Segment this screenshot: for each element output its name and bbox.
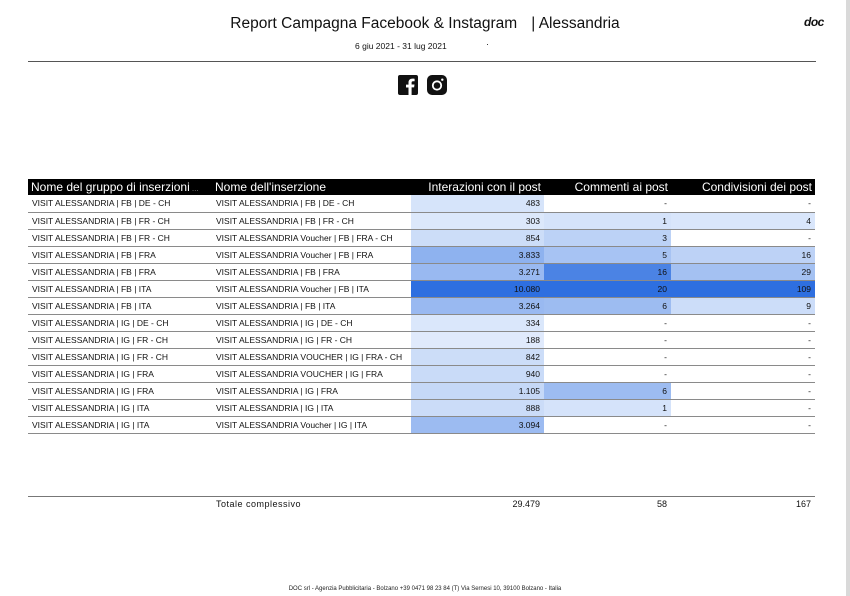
cell-shares: 4 [671,212,815,229]
totals-shares: 167 [795,499,811,509]
totals-interactions: 29.479 [512,499,540,509]
cell-group: VISIT ALESSANDRIA | IG | FRA [28,365,212,382]
column-header-comments[interactable]: Commenti ai post [544,179,671,195]
table-row [28,229,815,246]
cell-comments: 16 [544,263,671,280]
cell-shares: - [671,314,815,331]
column-header-group[interactable]: Nome del gruppo di inserzioni … [28,179,212,195]
brand-logo: doc [804,15,824,29]
cell-group: VISIT ALESSANDRIA | IG | ITA [28,399,212,416]
cell-interactions: 10.080 [411,280,544,297]
report-title [0,15,850,33]
cell-ad: VISIT ALESSANDRIA VOUCHER | IG | FRA [212,365,411,382]
title-separator: | [531,15,536,32]
cell-ad: VISIT ALESSANDRIA Voucher | IG | ITA [212,416,411,433]
cell-ad: VISIT ALESSANDRIA | IG | ITA [212,399,411,416]
totals-comments: 58 [656,499,667,509]
facebook-icon [398,75,418,95]
cell-group: VISIT ALESSANDRIA | FB | ITA [28,280,212,297]
cell-comments: - [544,348,671,365]
table-header-row [28,179,815,195]
cell-group: VISIT ALESSANDRIA | FB | ITA [28,297,212,314]
cell-interactions: 188 [411,331,544,348]
page-edge [846,0,850,596]
cell-interactions: 940 [411,365,544,382]
table-row [28,195,815,212]
cell-ad: VISIT ALESSANDRIA | FB | FRA [212,263,411,280]
cell-comments: - [544,195,671,212]
cell-ad: VISIT ALESSANDRIA | IG | FRA [212,382,411,399]
header-divider [28,61,816,62]
cell-interactions: 3.833 [411,246,544,263]
cell-group: VISIT ALESSANDRIA | IG | DE - CH [28,314,212,331]
sort-marker: … [191,186,199,193]
cell-shares: 16 [671,246,815,263]
report-title-text: Report Campagna Facebook & Instagram [230,15,518,32]
table-row [28,280,815,297]
totals-row [28,499,815,511]
cell-shares: - [671,348,815,365]
cell-comments: - [544,314,671,331]
table-row [28,263,815,280]
cell-interactions: 483 [411,195,544,212]
cell-comments: - [544,331,671,348]
cell-comments: - [544,416,671,433]
cell-group: VISIT ALESSANDRIA | IG | ITA [28,416,212,433]
cell-shares: - [671,331,815,348]
cell-interactions: 3.264 [411,297,544,314]
cell-group: VISIT ALESSANDRIA | IG | FR - CH [28,331,212,348]
footer-text: DOC srl - Agenzia Pubblicitaria - Bolzano +39 0471 98 23 84 (T) Via Sernesi 10, 39100 Bolzano - Italia [288,586,562,592]
column-header-interactions[interactable]: Interazioni con il post [411,179,544,195]
cell-comments: 3 [544,229,671,246]
cell-ad: VISIT ALESSANDRIA Voucher | FB | ITA [212,280,411,297]
table-row [28,314,815,331]
cell-ad: VISIT ALESSANDRIA Voucher | FB | FRA - CH [212,229,411,246]
cell-group: VISIT ALESSANDRIA | IG | FRA [28,382,212,399]
table-row [28,348,815,365]
table-row [28,212,815,229]
cell-comments: - [544,365,671,382]
social-icons [398,75,447,95]
cell-ad: VISIT ALESSANDRIA | FB | FR - CH [212,212,411,229]
cell-group: VISIT ALESSANDRIA | IG | FR - CH [28,348,212,365]
cell-group: VISIT ALESSANDRIA | FB | DE - CH [28,195,212,212]
cell-interactions: 1.105 [411,382,544,399]
cell-interactions: 3.094 [411,416,544,433]
cell-shares: 29 [671,263,815,280]
cell-shares: - [671,195,815,212]
totals-divider [28,496,815,497]
cell-ad: VISIT ALESSANDRIA | IG | DE - CH [212,314,411,331]
column-header-ad[interactable]: Nome dell'inserzione [212,179,411,195]
cell-ad: VISIT ALESSANDRIA VOUCHER | IG | FRA - CH [212,348,411,365]
cell-comments: 6 [544,297,671,314]
table-row [28,365,815,382]
table-row [28,297,815,314]
date-range: 6 giu 2021 - 31 lug 2021 [355,41,447,51]
cell-shares: 9 [671,297,815,314]
cell-comments: 1 [544,399,671,416]
cell-interactions: 303 [411,212,544,229]
table-row [28,331,815,348]
cell-interactions: 888 [411,399,544,416]
cell-comments: 20 [544,280,671,297]
cell-shares: - [671,229,815,246]
cell-comments: 5 [544,246,671,263]
report-table [28,179,815,434]
cell-ad: VISIT ALESSANDRIA | FB | DE - CH [212,195,411,212]
cell-interactions: 3.271 [411,263,544,280]
cell-shares: - [671,416,815,433]
cell-group: VISIT ALESSANDRIA | FB | FR - CH [28,229,212,246]
cell-shares: - [671,399,815,416]
cell-interactions: 842 [411,348,544,365]
cell-group: VISIT ALESSANDRIA | FB | FRA [28,263,212,280]
table-row [28,416,815,433]
table-row [28,246,815,263]
cell-interactions: 854 [411,229,544,246]
report-subtitle: Alessandria [538,15,620,32]
cell-ad: VISIT ALESSANDRIA Voucher | FB | FRA [212,246,411,263]
cell-group: VISIT ALESSANDRIA | FB | FRA [28,246,212,263]
cell-ad: VISIT ALESSANDRIA | FB | ITA [212,297,411,314]
cell-ad: VISIT ALESSANDRIA | IG | FR - CH [212,331,411,348]
cell-shares: 109 [671,280,815,297]
cell-shares: - [671,382,815,399]
cell-group: VISIT ALESSANDRIA | FB | FR - CH [28,212,212,229]
date-dot: · [486,39,489,49]
table-row [28,382,815,399]
cell-shares: - [671,365,815,382]
column-header-shares[interactable]: Condivisioni dei post [671,179,815,195]
cell-comments: 6 [544,382,671,399]
cell-comments: 1 [544,212,671,229]
totals-label: Totale complessivo [216,499,302,509]
instagram-icon [427,75,447,95]
table-row [28,399,815,416]
cell-interactions: 334 [411,314,544,331]
